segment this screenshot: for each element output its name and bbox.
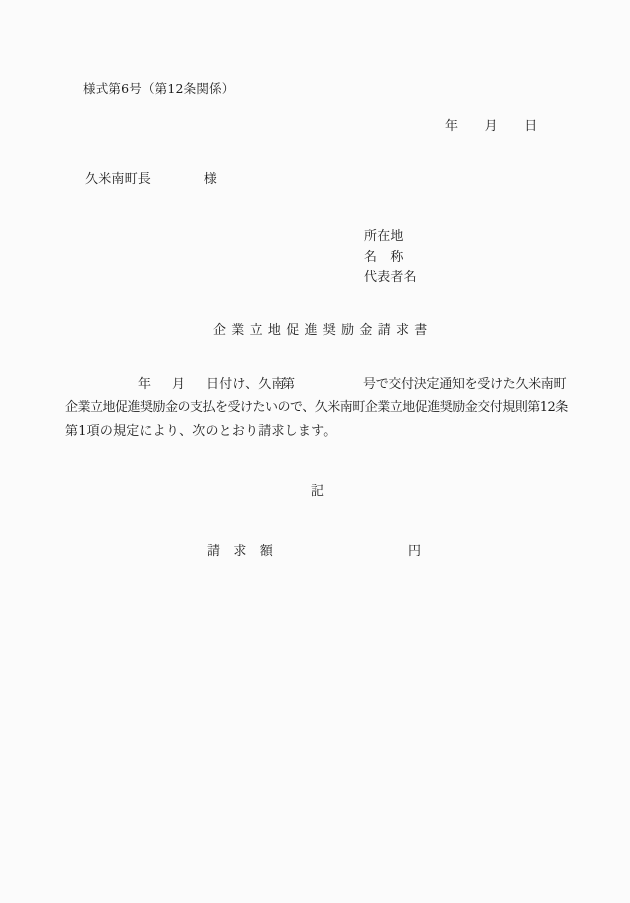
body-line1-date-suffix: 日付け、久南	[206, 377, 285, 392]
body-line1-rest: 号で交付決定通知を受けた久米南町	[363, 377, 567, 392]
applicant-representative-label: 代表者名	[364, 270, 417, 285]
body-line2: 企業立地促進奨励金の支払を受けたいので、久米南町企業立地促進奨励金交付規則第12条	[65, 400, 568, 415]
body-line1-year: 年	[138, 377, 152, 392]
document-title: 企業立地促進奨励金請求書	[213, 323, 433, 338]
claim-amount-unit-yen: 円	[408, 544, 422, 559]
date-line-blank: 年 月 日	[445, 119, 538, 134]
form-number: 様式第6号（第12条関係）	[83, 81, 235, 96]
claim-amount-label: 請 求 額	[207, 544, 274, 559]
body-line1-number-prefix: 第	[282, 377, 296, 392]
applicant-location-label: 所在地	[364, 229, 404, 244]
note-heading: 記	[311, 484, 325, 499]
body-line1-month: 月	[172, 377, 186, 392]
addressee-line: 久米南町長 様	[85, 172, 218, 187]
body-line3: 第1項の規定により、次のとおり請求します。	[65, 424, 337, 439]
applicant-name-label: 名 称	[364, 250, 404, 265]
